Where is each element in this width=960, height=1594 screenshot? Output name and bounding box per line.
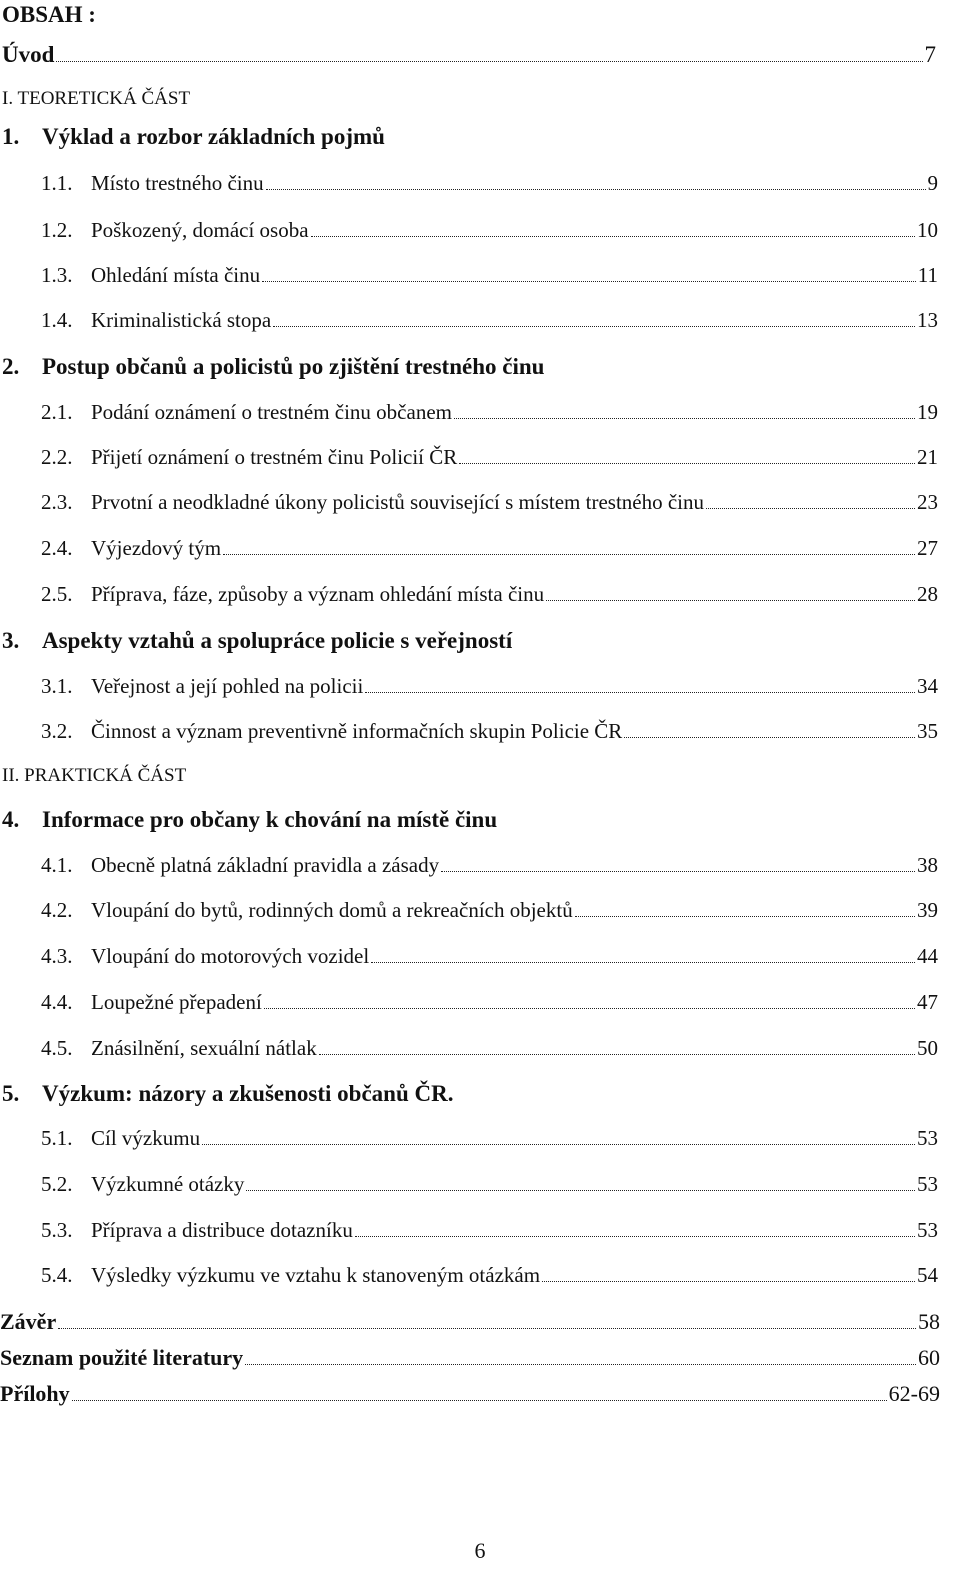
dot-leader [58,1328,916,1329]
dot-leader [575,916,915,917]
toc-entry [41,719,938,744]
toc-entry-page: 7 [924,42,936,67]
dot-leader [245,1364,916,1365]
toc-entry-title: Prvotní a neodkladné úkony policistů související s místem trestného činu [91,490,704,514]
toc-entry [2,42,936,68]
toc-entry-number: 4.3. [41,944,73,968]
toc-entry-title: Výzkum: názory a zkušenosti občanů ČR. [42,1081,454,1106]
toc-entry-number: 1.4. [41,308,73,332]
toc-entry-number: 2.4. [41,536,73,560]
dot-leader [264,1008,915,1009]
toc-entry [41,308,938,333]
toc-entry-page: 39 [917,898,938,922]
dot-leader [319,1054,915,1055]
toc-entry-page: 53 [917,1172,938,1196]
toc-entry-page: 19 [917,400,938,424]
toc-entry-title: Postup občanů a policistů po zjištění trestného činu [42,354,545,379]
toc-entry-page: 13 [917,308,938,332]
toc-entry-title: Přílohy [0,1381,70,1406]
toc-entry-page: 35 [917,719,938,743]
toc-entry-title: II. PRAKTICKÁ ČÁST [2,765,187,786]
toc-entry-page: 10 [917,218,938,242]
toc-entry-number: 2.5. [41,582,73,606]
toc-entry-number: 4.1. [41,853,73,877]
toc-entry-title: Kriminalistická stopa [91,308,272,332]
toc-entry-page: 11 [917,263,938,287]
toc-entry-page: 23 [917,490,938,514]
toc-entry-title: I. TEORETICKÁ ČÁST [2,88,191,109]
dot-leader [365,692,915,693]
toc-entry-title: Vloupání do bytů, rodinných domů a rekreačních objektů [91,898,573,922]
toc-entry-title: Příprava a distribuce dotazníku [91,1218,353,1242]
dot-leader [202,1144,915,1145]
toc-title: OBSAH : [2,2,96,27]
toc-entry [2,354,936,380]
toc-entry-page: 44 [917,944,938,968]
toc-entry [41,490,938,515]
toc-entry-number: 3. [2,628,20,653]
toc-entry-page: 60 [918,1345,940,1370]
dot-leader [273,326,915,327]
toc-entry-number: 5.1. [41,1126,73,1150]
toc-entry-title: Příprava, fáze, způsoby a význam ohledání místa činu [91,582,545,606]
dot-leader [706,508,915,509]
toc-entry-number: 1.2. [41,218,73,242]
toc-entry-number: 5. [2,1081,20,1106]
dot-leader [454,418,915,419]
toc-entry-number: 4.4. [41,990,73,1014]
toc-entry-title: Závěr [0,1309,57,1334]
toc-entry [0,1381,940,1407]
toc-entry-number: 2. [2,354,20,379]
toc-entry [0,1309,940,1335]
toc-entry-number: 5.4. [41,1263,73,1287]
dot-leader [355,1236,915,1237]
page-number: 6 [474,1538,486,1563]
toc-entry-page: 27 [917,536,938,560]
toc-entry-title: Informace pro občany k chování na místě činu [42,807,498,832]
toc-entry-title: Poškozený, domácí osoba [91,218,309,242]
toc-entry-title: Výklad a rozbor základních pojmů [42,124,385,149]
toc-entry [41,1218,938,1243]
toc-entry [0,1345,940,1371]
toc-entry-number: 2.2. [41,445,73,469]
dot-leader [266,189,926,190]
toc-entry-number: 4. [2,807,20,832]
toc-entry [41,1126,938,1151]
toc-entry [2,124,936,150]
toc-entry-number: 5.3. [41,1218,73,1242]
toc-entry-page: 62-69 [888,1381,940,1406]
toc-entry-title: Ohledání místa činu [91,263,261,287]
toc-entry [41,1263,938,1288]
toc-entry [41,536,938,561]
toc-entry-title: Seznam použité literatury [0,1345,244,1370]
toc-entry-number: 3.1. [41,674,73,698]
dot-leader [311,236,915,237]
dot-leader [262,281,916,282]
dot-leader [246,1190,915,1191]
toc-entry-title: Výsledky výzkumu ve vztahu k stanoveným otázkám [91,1263,541,1287]
toc-entry-title: Úvod [2,42,55,67]
dot-leader [542,1281,915,1282]
toc-entry-page: 34 [917,674,938,698]
toc-entry [41,218,938,243]
toc-entry [41,674,938,699]
dot-leader [441,871,915,872]
toc-entry [41,263,938,288]
dot-leader [459,463,915,464]
toc-entry [2,807,936,833]
toc-entry [41,898,938,923]
toc-entry [2,88,936,110]
toc-entry [41,944,938,969]
toc-entry [2,1081,936,1107]
toc-entry-page: 9 [927,171,938,195]
dot-leader [624,737,915,738]
toc-entry-number: 1. [2,124,20,149]
toc-entry [41,990,938,1015]
toc-entry-page: 58 [918,1309,940,1334]
toc-entry [41,400,938,425]
toc-entry-number: 5.2. [41,1172,73,1196]
toc-entry [2,628,936,654]
toc-entry [41,1036,938,1061]
toc-entry-number: 2.3. [41,490,73,514]
toc-entry-number: 4.2. [41,898,73,922]
toc-entry-title: Loupežné přepadení [91,990,262,1014]
toc-entry-title: Vloupání do motorových vozidel [91,944,370,968]
toc-entry-page: 28 [917,582,938,606]
dot-leader [72,1400,887,1401]
toc-entry-number: 3.2. [41,719,73,743]
toc-entry-number: 1.1. [41,171,73,195]
toc-entry-page: 47 [917,990,938,1014]
toc-entry-title: Výzkumné otázky [91,1172,245,1196]
toc-entry-title: Přijetí oznámení o trestném činu Policií ČR [91,445,458,469]
toc-entry-title: Veřejnost a její pohled na policii [91,674,364,698]
toc-entry-title: Místo trestného činu [91,171,264,195]
toc-entry-title: Znásilnění, sexuální nátlak [91,1036,317,1060]
toc-entry-title: Činnost a význam preventivně informačních skupin Policie ČR [91,719,623,743]
toc-entry [2,765,936,787]
toc-entry-page: 54 [917,1263,938,1287]
toc-entry-page: 53 [917,1218,938,1242]
toc-entry-page: 38 [917,853,938,877]
toc-entry [41,853,938,878]
dot-leader [371,962,915,963]
toc-entry [41,1172,938,1197]
toc-entry-page: 21 [917,445,938,469]
toc-entry-title: Výjezdový tým [91,536,222,560]
toc-entry-number: 2.1. [41,400,73,424]
dot-leader [546,600,915,601]
toc-entry-title: Aspekty vztahů a spolupráce policie s veřejností [42,628,513,653]
toc-entry-page: 50 [917,1036,938,1060]
toc-entry-title: Obecně platná základní pravidla a zásady [91,853,440,877]
dot-leader [56,61,922,62]
toc-entry [41,445,938,470]
toc-entry-title: Cíl výzkumu [91,1126,201,1150]
toc-entry-number: 4.5. [41,1036,73,1060]
toc-entry-page: 53 [917,1126,938,1150]
toc-entry-number: 1.3. [41,263,73,287]
toc-entry [41,582,938,607]
toc-entry-title: Podání oznámení o trestném činu občanem [91,400,452,424]
dot-leader [223,554,915,555]
toc-entry [41,171,938,196]
